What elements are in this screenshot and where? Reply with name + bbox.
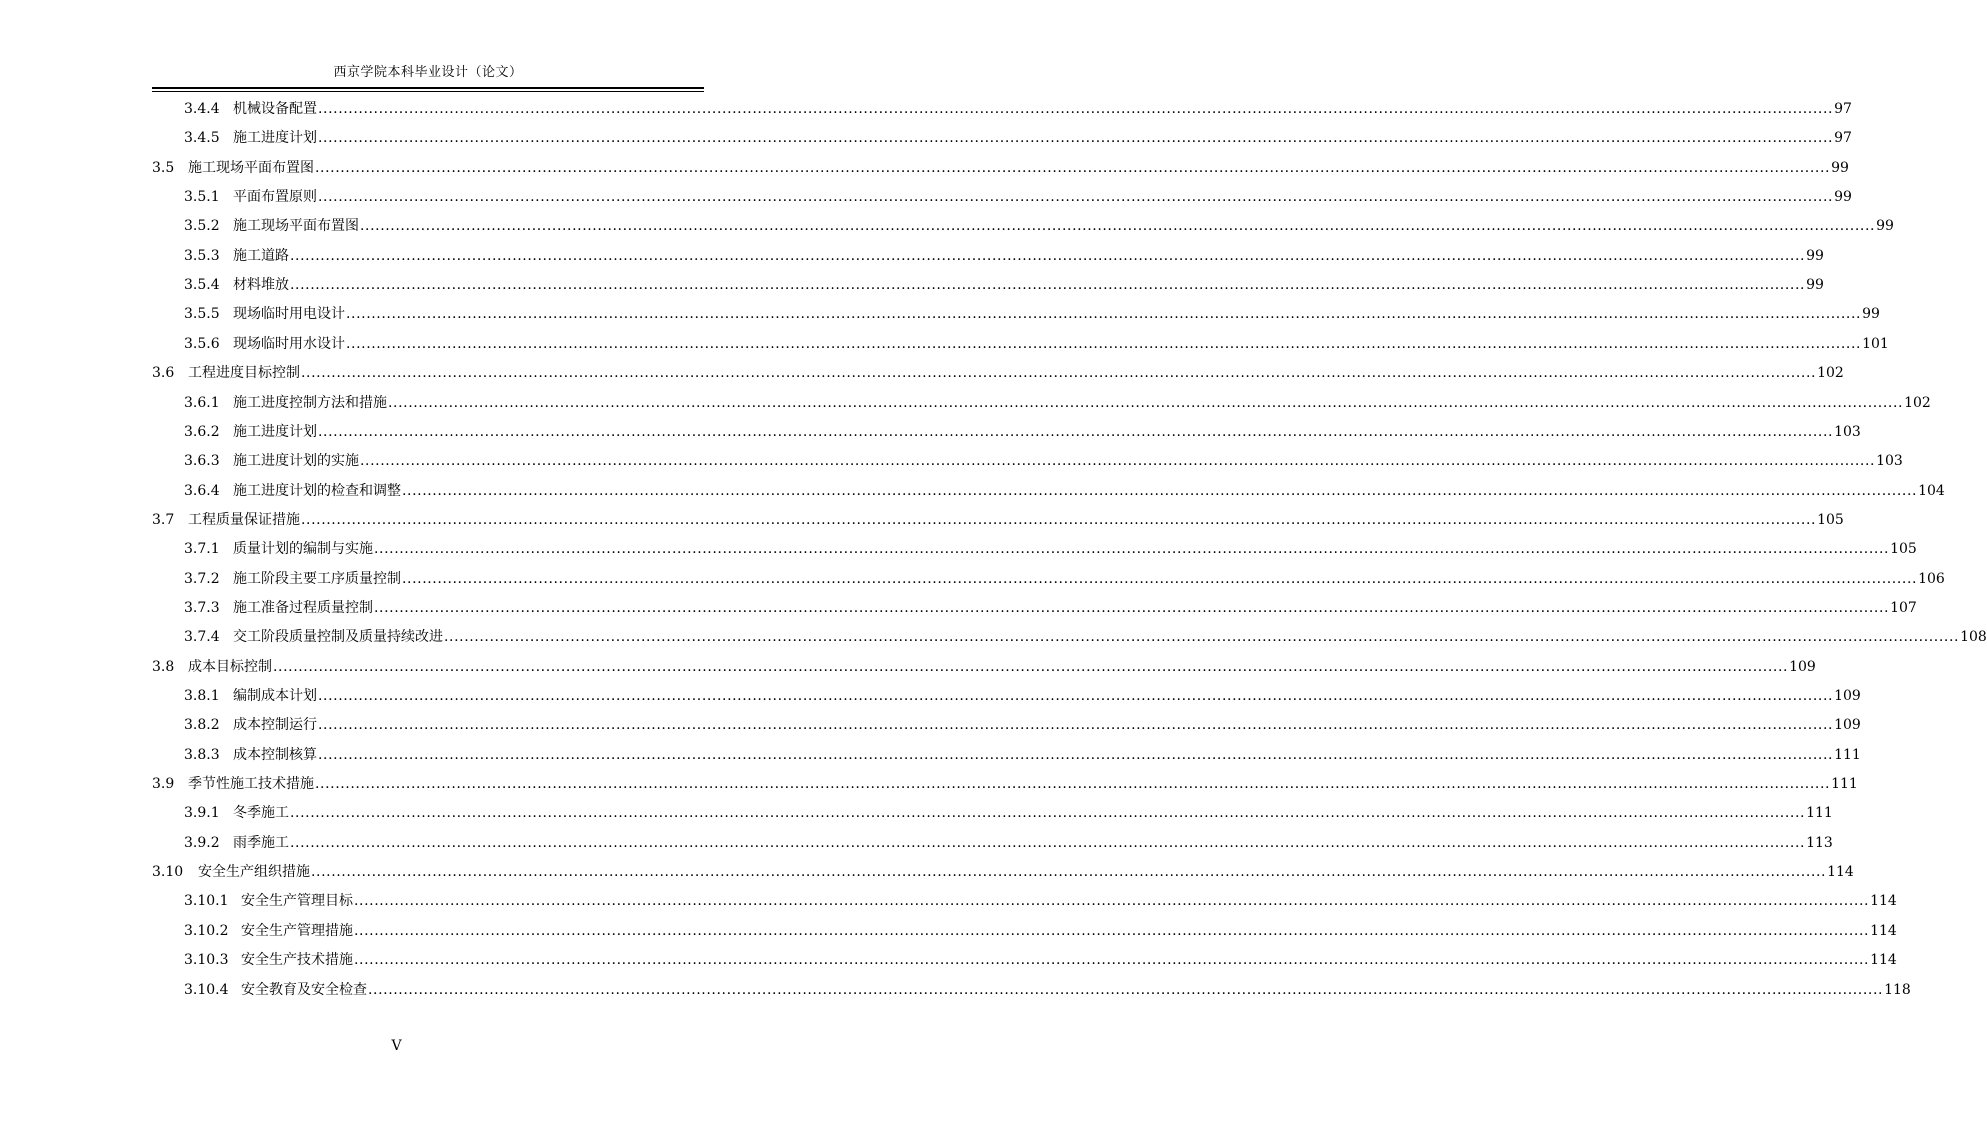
toc-entry-title: 安全生产管理措施 bbox=[241, 922, 353, 939]
toc-entry[interactable] bbox=[184, 450, 1903, 472]
toc-entry[interactable] bbox=[184, 245, 1824, 267]
toc-entry-title: 成本目标控制 bbox=[188, 658, 272, 675]
toc-entry[interactable] bbox=[184, 186, 1852, 208]
toc-entry-page: 111 bbox=[1834, 746, 1861, 763]
toc-entry[interactable] bbox=[152, 656, 1816, 678]
toc-entry[interactable] bbox=[152, 157, 1849, 179]
header-divider-thin bbox=[152, 91, 704, 92]
toc-entry-page: 99 bbox=[1862, 306, 1880, 323]
toc-entry-number: 3.10.4 bbox=[184, 981, 229, 998]
toc-entry-number: 3.9.1 bbox=[184, 805, 220, 822]
toc-entry[interactable] bbox=[184, 568, 1945, 590]
toc-dot-leader: ............................................................................................................................................................................................................................................................................................................ bbox=[402, 570, 1918, 587]
toc-entry-page: 109 bbox=[1789, 658, 1816, 675]
toc-dot-leader: ............................................................................................................................................................................................................................................................................................................ bbox=[290, 247, 1806, 264]
toc-dot-leader: ............................................................................................................................................................................................................................................................................................................ bbox=[360, 218, 1876, 235]
toc-entry-number: 3.8.3 bbox=[184, 746, 220, 763]
toc-entry-page: 104 bbox=[1918, 482, 1945, 499]
toc-entry-number: 3.10 bbox=[152, 864, 184, 881]
toc-entry-title: 安全教育及安全检查 bbox=[241, 981, 367, 998]
toc-entry-page: 97 bbox=[1834, 130, 1852, 147]
toc-entry-number: 3.8.2 bbox=[184, 717, 220, 734]
toc-entry-title: 编制成本计划 bbox=[233, 688, 317, 704]
toc-entry-title: 施工现场平面布置图 bbox=[188, 159, 314, 176]
toc-entry-title: 施工进度计划 bbox=[233, 423, 317, 440]
toc-dot-leader: ............................................................................................................................................................................................................................................................................................................ bbox=[315, 776, 1831, 793]
toc-entry-page: 109 bbox=[1834, 688, 1861, 704]
toc-dot-leader: ............................................................................................................................................................................................................................................................................................................ bbox=[402, 482, 1918, 499]
toc-entry[interactable] bbox=[152, 509, 1844, 531]
toc-entry-title: 工程质量保证措施 bbox=[188, 511, 300, 528]
toc-dot-leader: ............................................................................................................................................................................................................................................................................................................ bbox=[374, 541, 1890, 558]
toc-entry[interactable] bbox=[184, 744, 1861, 766]
toc-entry-title: 质量计划的编制与实施 bbox=[233, 541, 373, 558]
toc-entry-title: 机械设备配置 bbox=[233, 101, 317, 117]
toc-dot-leader: ............................................................................................................................................................................................................................................................................................................ bbox=[318, 688, 1834, 704]
toc-entry-number: 3.6.2 bbox=[184, 423, 220, 440]
toc-entry[interactable] bbox=[184, 480, 1945, 502]
toc-entry-title: 施工进度计划的检查和调整 bbox=[233, 482, 401, 499]
toc-dot-leader: ............................................................................................................................................................................................................................................................................................................ bbox=[318, 101, 1834, 117]
toc-entry-number: 3.7.2 bbox=[184, 570, 220, 587]
toc-entry-number: 3.8.1 bbox=[184, 688, 220, 704]
toc-entry-number: 3.5 bbox=[152, 159, 175, 176]
toc-entry[interactable] bbox=[184, 890, 1897, 912]
toc-entry-page: 105 bbox=[1817, 511, 1844, 528]
toc-entry-title: 交工阶段质量控制及质量持续改进 bbox=[233, 629, 443, 646]
toc-entry-page: 99 bbox=[1806, 247, 1824, 264]
toc-dot-leader: ............................................................................................................................................................................................................................................................................................................ bbox=[318, 717, 1834, 734]
toc-entry[interactable] bbox=[184, 127, 1852, 149]
toc-entry-title: 冬季施工 bbox=[233, 805, 289, 822]
toc-entry-page: 99 bbox=[1831, 159, 1849, 176]
toc-entry-number: 3.10.2 bbox=[184, 922, 229, 939]
toc-entry[interactable] bbox=[184, 802, 1833, 824]
toc-entry-page: 109 bbox=[1834, 717, 1861, 734]
toc-entry[interactable] bbox=[184, 626, 1987, 648]
toc-entry-number: 3.5.6 bbox=[184, 335, 220, 352]
toc-dot-leader: ............................................................................................................................................................................................................................................................................................................ bbox=[311, 864, 1827, 881]
toc-entry-title: 季节性施工技术措施 bbox=[188, 776, 314, 793]
toc-entry-number: 3.7.1 bbox=[184, 541, 220, 558]
toc-entry[interactable] bbox=[184, 685, 1861, 707]
toc-entry-title: 成本控制运行 bbox=[233, 717, 317, 734]
toc-entry-page: 102 bbox=[1817, 365, 1844, 382]
toc-entry-number: 3.5.5 bbox=[184, 306, 220, 323]
toc-entry-page: 114 bbox=[1827, 864, 1854, 881]
toc-entry-number: 3.6.1 bbox=[184, 394, 220, 411]
toc-entry[interactable] bbox=[184, 538, 1917, 560]
toc-entry[interactable] bbox=[184, 979, 1911, 1001]
toc-dot-leader: ............................................................................................................................................................................................................................................................................................................ bbox=[318, 423, 1834, 440]
toc-entry-page: 114 bbox=[1870, 922, 1897, 939]
toc-entry[interactable] bbox=[184, 832, 1833, 854]
toc-entry-number: 3.7.4 bbox=[184, 629, 220, 646]
toc-entry-title: 施工道路 bbox=[233, 247, 289, 264]
toc-dot-leader: ............................................................................................................................................................................................................................................................................................................ bbox=[318, 746, 1834, 763]
toc-dot-leader: ............................................................................................................................................................................................................................................................................................................ bbox=[301, 511, 1817, 528]
toc-entry-page: 107 bbox=[1890, 599, 1917, 616]
toc-entry-page: 99 bbox=[1806, 277, 1824, 294]
toc-entry-page: 103 bbox=[1876, 453, 1903, 470]
toc-entry-title: 成本控制核算 bbox=[233, 746, 317, 763]
toc-dot-leader: ............................................................................................................................................................................................................................................................................................................ bbox=[374, 599, 1890, 616]
toc-entry[interactable] bbox=[184, 949, 1897, 971]
toc-dot-leader: ............................................................................................................................................................................................................................................................................................................ bbox=[315, 159, 1831, 176]
toc-entry[interactable] bbox=[184, 303, 1880, 325]
header-divider-thick bbox=[152, 87, 704, 89]
toc-entry-number: 3.9.2 bbox=[184, 834, 220, 851]
toc-entry-title: 施工阶段主要工序质量控制 bbox=[233, 570, 401, 587]
toc-entry-title: 平面布置原则 bbox=[233, 189, 317, 206]
toc-entry[interactable] bbox=[184, 215, 1894, 237]
toc-entry[interactable] bbox=[184, 333, 1889, 355]
toc-dot-leader: ............................................................................................................................................................................................................................................................................................................ bbox=[318, 189, 1834, 206]
toc-entry-number: 3.4.5 bbox=[184, 130, 220, 147]
toc-dot-leader: ............................................................................................................................................................................................................................................................................................................ bbox=[346, 335, 1862, 352]
toc-entry-page: 118 bbox=[1884, 981, 1911, 998]
toc-entry-title: 雨季施工 bbox=[233, 834, 289, 851]
toc-entry-page: 103 bbox=[1834, 423, 1861, 440]
toc-entry-number: 3.6.3 bbox=[184, 453, 220, 470]
toc-entry-number: 3.6 bbox=[152, 365, 175, 382]
toc-entry[interactable] bbox=[184, 597, 1917, 619]
toc-entry-number: 3.10.3 bbox=[184, 952, 229, 969]
toc-entry-title: 工程进度目标控制 bbox=[188, 365, 300, 382]
toc-entry-title: 安全生产管理目标 bbox=[241, 893, 353, 910]
toc-entry-title: 安全生产组织措施 bbox=[198, 864, 310, 881]
toc-entry-title: 施工准备过程质量控制 bbox=[233, 599, 373, 616]
toc-entry[interactable] bbox=[152, 773, 1858, 795]
toc-entry-number: 3.5.1 bbox=[184, 189, 220, 206]
toc-entry[interactable] bbox=[184, 421, 1861, 443]
toc-dot-leader: ............................................................................................................................................................................................................................................................................................................ bbox=[368, 981, 1884, 998]
toc-entry[interactable] bbox=[184, 920, 1897, 942]
toc-entry-page: 99 bbox=[1834, 189, 1852, 206]
toc-dot-leader: ............................................................................................................................................................................................................................................................................................................ bbox=[354, 952, 1870, 969]
toc-entry-title: 施工进度计划的实施 bbox=[233, 453, 359, 470]
toc-entry-page: 108 bbox=[1960, 629, 1987, 646]
toc-entry-title: 现场临时用电设计 bbox=[233, 306, 345, 323]
toc-entry-title: 材料堆放 bbox=[233, 277, 289, 294]
toc-entry[interactable] bbox=[184, 392, 1931, 414]
toc-entry-page: 113 bbox=[1806, 834, 1833, 851]
toc-entry-number: 3.5.4 bbox=[184, 277, 220, 294]
toc-entry-number: 3.7 bbox=[152, 511, 175, 528]
toc-entry[interactable] bbox=[152, 362, 1844, 384]
toc-entry-number: 3.4.4 bbox=[184, 101, 220, 117]
toc-dot-leader: ............................................................................................................................................................................................................................................................................................................ bbox=[346, 306, 1862, 323]
toc-dot-leader: ............................................................................................................................................................................................................................................................................................................ bbox=[290, 805, 1806, 822]
toc-entry-page: 111 bbox=[1831, 776, 1858, 793]
toc-dot-leader: ............................................................................................................................................................................................................................................................................................................ bbox=[273, 658, 1789, 675]
toc-dot-leader: ............................................................................................................................................................................................................................................................................................................ bbox=[360, 453, 1876, 470]
footer-page-number: V bbox=[391, 1038, 402, 1054]
toc-entry-page: 97 bbox=[1834, 101, 1852, 117]
toc-entry-number: 3.5.3 bbox=[184, 247, 220, 264]
toc-dot-leader: ............................................................................................................................................................................................................................................................................................................ bbox=[388, 394, 1904, 411]
toc-entry-page: 101 bbox=[1862, 335, 1889, 352]
toc-entry[interactable] bbox=[184, 714, 1861, 736]
toc-entry-page: 105 bbox=[1890, 541, 1917, 558]
toc-dot-leader: ............................................................................................................................................................................................................................................................................................................ bbox=[318, 130, 1834, 147]
toc-entry-number: 3.9 bbox=[152, 776, 175, 793]
toc-entry-number: 3.7.3 bbox=[184, 599, 220, 616]
toc-entry[interactable] bbox=[184, 98, 1852, 120]
toc-entry-number: 3.10.1 bbox=[184, 893, 229, 910]
toc-entry-page: 102 bbox=[1904, 394, 1931, 411]
toc-entry-number: 3.5.2 bbox=[184, 218, 220, 235]
toc-entry[interactable] bbox=[184, 274, 1824, 296]
toc-dot-leader: ............................................................................................................................................................................................................................................................................................................ bbox=[354, 893, 1870, 910]
toc-dot-leader: ............................................................................................................................................................................................................................................................................................................ bbox=[444, 629, 1960, 646]
toc-entry-title: 施工进度控制方法和措施 bbox=[233, 394, 387, 411]
toc-dot-leader: ............................................................................................................................................................................................................................................................................................................ bbox=[290, 834, 1806, 851]
toc-entry-title: 现场临时用水设计 bbox=[233, 335, 345, 352]
toc-entry-page: 114 bbox=[1870, 893, 1897, 910]
toc-dot-leader: ............................................................................................................................................................................................................................................................................................................ bbox=[290, 277, 1806, 294]
toc-entry-page: 111 bbox=[1806, 805, 1833, 822]
toc-dot-leader: ............................................................................................................................................................................................................................................................................................................ bbox=[301, 365, 1817, 382]
toc-entry-number: 3.8 bbox=[152, 658, 175, 675]
toc-entry-page: 106 bbox=[1918, 570, 1945, 587]
toc-entry-page: 99 bbox=[1876, 218, 1894, 235]
toc-entry-page: 114 bbox=[1870, 952, 1897, 969]
toc-entry-title: 施工进度计划 bbox=[233, 130, 317, 147]
toc-dot-leader: ............................................................................................................................................................................................................................................................................................................ bbox=[354, 922, 1870, 939]
toc-entry-title: 施工现场平面布置图 bbox=[233, 218, 359, 235]
toc-entry-title: 安全生产技术措施 bbox=[241, 952, 353, 969]
header-title: 西京学院本科毕业设计（论文） bbox=[333, 65, 523, 80]
toc-entry[interactable] bbox=[152, 861, 1854, 883]
toc-entry-number: 3.6.4 bbox=[184, 482, 220, 499]
